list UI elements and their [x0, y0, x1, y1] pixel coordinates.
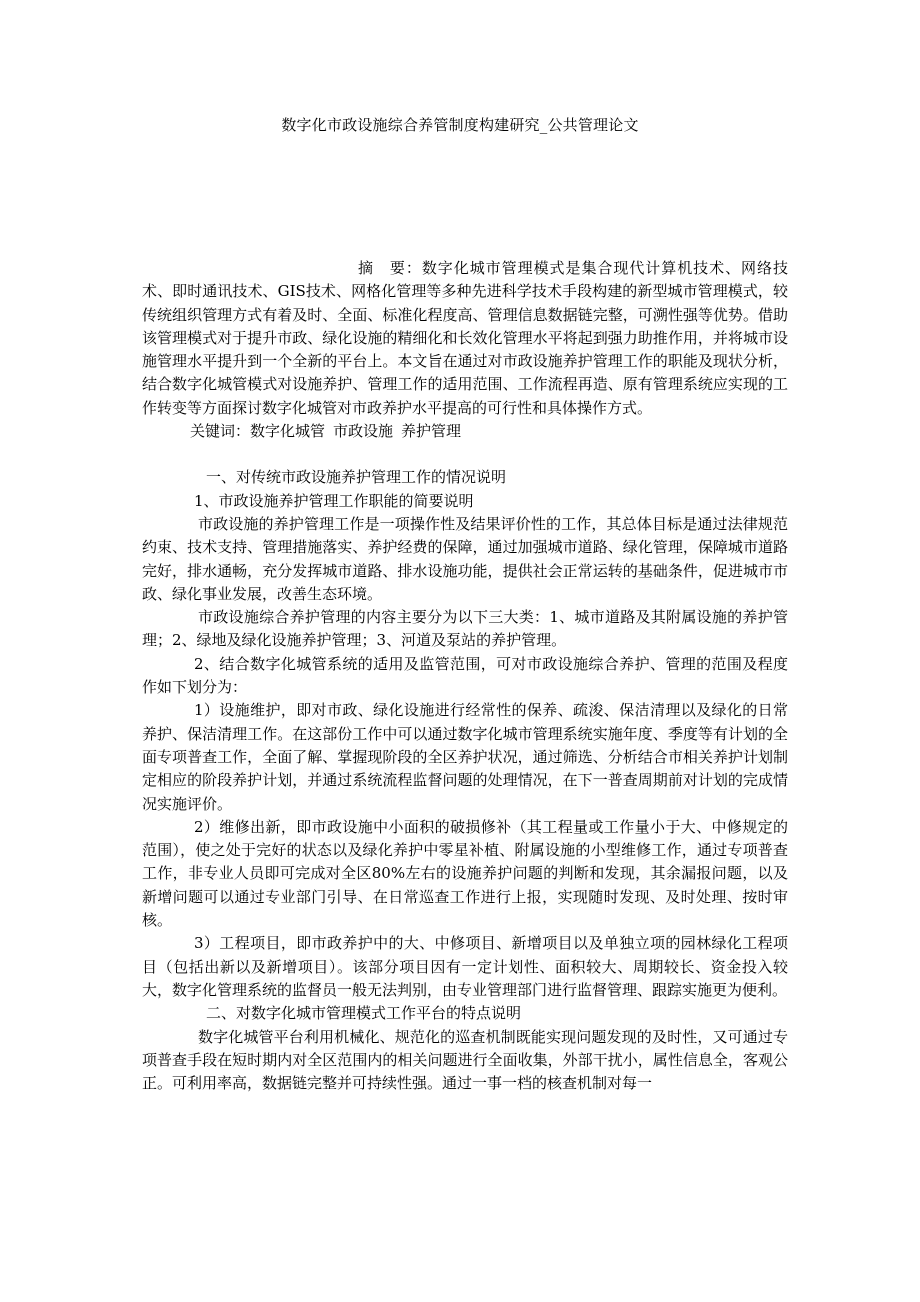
section-1-1-heading: 1、市政设施养护管理工作职能的简要说明: [194, 491, 474, 510]
paragraph-3: 2、结合数字化城管系统的适用及监管范围，可对市政设施综合养护、管理的范围及程度作如下划分为：: [142, 654, 788, 697]
keywords-label: 关键词：: [190, 422, 251, 441]
section-1-heading: 一、对传统市政设施养护管理工作的情况说明: [206, 468, 507, 487]
document-body: [142, 257, 788, 1095]
paragraph-6: 3）工程项目，即市政养护中的大、中修项目、新增项目以及单独立项的园林绿化工程项目（包括出新以及新增项目）。该部分项目因有一定计划性、面积较大、周期较长、资金投入较大，数字化管理系统的监督员一般无法判别，由专业管理部门进行监督管理、跟踪实施更为便利。: [142, 934, 788, 999]
document-title: 数字化市政设施综合养管制度构建研究_公共管理论文: [281, 116, 639, 134]
paragraph-4: 1）设施维护，即对市政、绿化设施进行经常性的保养、疏浚、保洁清理以及绿化的日常养护、保洁清理工作。在这部份工作中可以通过数字化城市管理系统实施年度、季度等有计划的全面专项普查工作，全面了解、掌握现阶段的全区养护状况，通过筛选、分析结合市相关养护计划制定相应的阶段养护计划，并通过系统流程监督问题的处理情况，在下一普查周期前对计划的完成情况实施评价。: [142, 701, 788, 813]
keywords-paragraph: [142, 420, 788, 443]
paragraph-5: 2）维修出新，即市政设施中小面积的破损修补（其工程量或工作量小于大、中修规定的范围），使之处于完好的状态以及绿化养护中零星补植、附属设施的小型维修工作，通过专项普查工作，非专业人员即可完成对全区80%左右的设施养护问题的判断和发现，其余漏报问题，以及新增问题可以通过专业部门引导、在日常巡查工作进行上报，实现随时发现、及时处理、按时审核。: [142, 817, 788, 930]
keyword-item: 市政设施: [333, 422, 394, 441]
section-2-heading: 二、对数字化城市管理模式工作平台的特点说明: [206, 1004, 522, 1023]
paragraph-1: 市政设施的养护管理工作是一项操作性及结果评价性的工作，其总体目标是通过法律规范约束、技术支持、管理措施落实、养护经费的保障，通过加强城市道路、绿化管理，保障城市道路完好，排水通畅，充分发挥城市道路、排水设施功能，提供社会正常运转的基础条件，促进城市市政、绿化事业发展，改善生态环境。: [142, 514, 788, 603]
paragraph-7: 数字化城管平台利用机械化、规范化的巡查机制既能实现问题发现的及时性，又可通过专项普查手段在短时期内对全区范围内的相关问题进行全面收集，外部干扰小，属性信息全，客观公正。可利用率高，数据链完整并可持续性强。通过一事一档的核查机制对每一: [142, 1027, 788, 1093]
abstract-text: 数字化城市管理模式是集合现代计算机技术、网络技术、即时通讯技术、GIS技术、网格化管理等多种先进科学技术手段构建的新型城市管理模式，较传统组织管理方式有着及时、全面、标准化程度高、管理信息数据链完整，可溯性强等优势。借助该管理模式对于提升市政、绿化设施的精细化和长效化管理水平将起到强力助推作用，并将城市设施管理水平提升到一个全新的平台上。本文旨在通过对市政设施养护管理工作的职能及现状分析，结合数字化城管模式对设施养护、管理工作的适用范围、工作流程再造、原有管理系统应实现的工作转变等方面探讨数字化城管对市政养护水平提高的可行性和具体操作方式。: [142, 259, 788, 417]
keyword-item: 数字化城管: [250, 422, 326, 441]
keyword-item: 养护管理: [401, 422, 462, 441]
paragraph-2: 市政设施综合养护管理的内容主要分为以下三大类：1、城市道路及其附属设施的养护管理；2、绿地及绿化设施养护管理；3、河道及泵站的养护管理。: [142, 608, 788, 650]
abstract-label: 摘 要：: [358, 259, 422, 277]
abstract-paragraph: [142, 257, 788, 420]
